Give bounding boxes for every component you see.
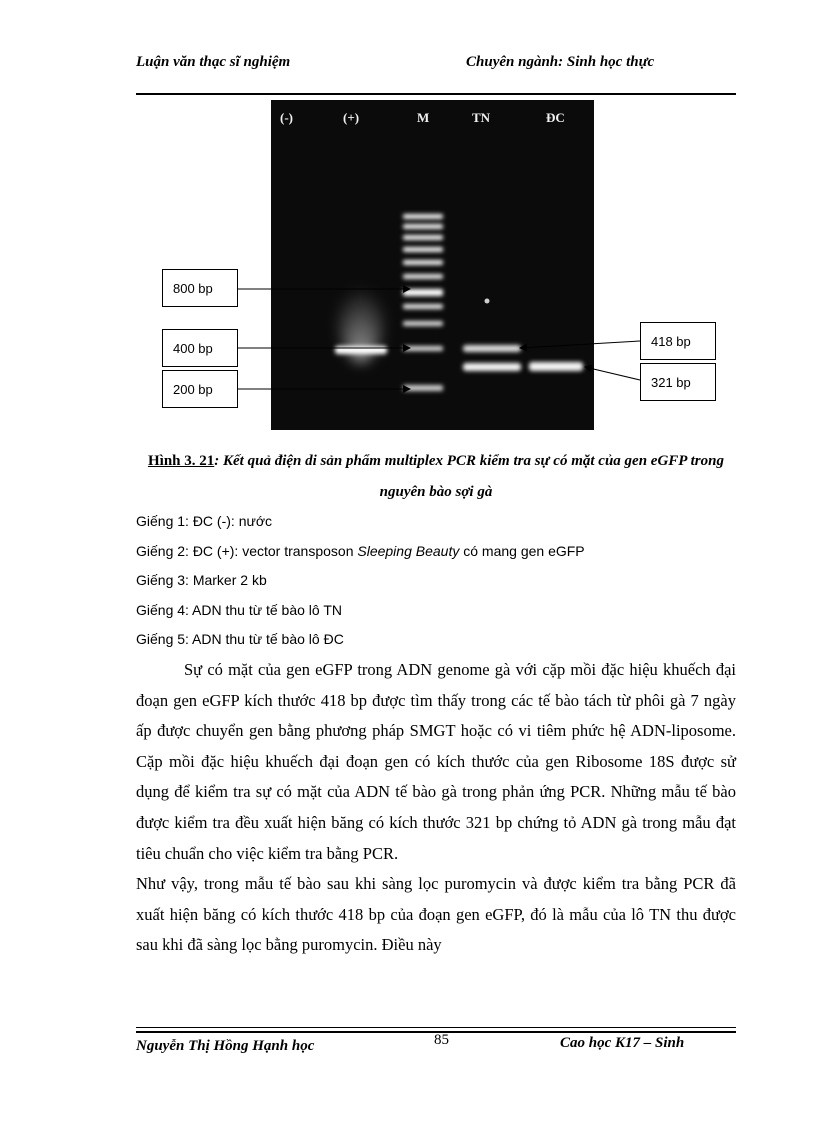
header-left: Luận văn thạc sĩ nghiệm (136, 54, 291, 70)
lane-item (136, 540, 736, 570)
page-number: 85 (434, 1032, 449, 1048)
figure-number: Hình 3. 21 (147, 453, 215, 469)
lane-item: Giếng 5: ADN thu từ tế bào lô ĐC (136, 631, 344, 647)
header-right: Chuyên ngành: Sinh học thực (466, 54, 655, 70)
size-label-418bp: 418 bp (640, 322, 716, 360)
body-text (136, 655, 736, 961)
figure-caption (136, 446, 736, 508)
size-label-800bp: 800 bp (162, 269, 238, 307)
lane-item-text: Giếng 2: ĐC (+): vector transposon (136, 542, 358, 559)
lane-item: Giếng 3: Marker 2 kb (136, 572, 267, 588)
size-label-200bp: 200 bp (162, 370, 238, 408)
gel-electrophoresis-image (271, 100, 594, 430)
footer-right: Cao học K17 – Sinh (560, 1035, 685, 1051)
lane-label-positive: (+) (343, 110, 360, 125)
footer-author: Nguyễn Thị Hồng Hạnh học (136, 1038, 315, 1054)
caption-text: Kết quả điện di sản phẩm multiplex PCR kiểm tra sự có mặt của gen eGFP trong nguyên bào sợi gà (223, 453, 724, 500)
caption-separator: : (214, 453, 220, 469)
header-rule (136, 93, 736, 95)
footer-rule (136, 1027, 736, 1028)
size-label-321bp: 321 bp (640, 363, 716, 401)
lane-item-italic: Sleeping Beauty (357, 542, 460, 559)
lane-label-tn: TN (472, 110, 491, 125)
lane-label-marker: M (417, 110, 430, 125)
paragraph: Sự có mặt của gen eGFP trong ADN genome gà với cặp mồi đặc hiệu khuếch đại đoạn gen eGFP kích thước 418 bp được tìm thấy trong các tế bào tách từ phôi gà 7 ngày ấp được chuyển gen bằng phương pháp SMGT hoặc có vi tiêm phức hệ ADN-liposome. Cặp mồi đặc hiệu khuếch đại đoạn gen có kích thước của gen Ribosome 18S được sử dụng để kiểm tra sự có mặt của ADN tế bào gà trong phản ứng PCR. Những mẫu tế bào được kiểm tra đều xuất hiện băng có kích thước 321 bp chứng tỏ ADN gà trong mẫu đạt tiêu chuẩn cho việc kiểm tra bằng PCR. (136, 660, 736, 863)
lane-item-text-after: có mang gen eGFP (459, 542, 585, 559)
lane-label-dc: ĐC (546, 110, 565, 125)
gel-bands (271, 100, 594, 430)
lane-item: Giếng 4: ADN thu từ tế bào lô TN (136, 601, 343, 618)
lane-legend (136, 510, 736, 658)
lane-item: Giếng 1: ĐC (-): nước (136, 513, 273, 529)
paragraph: Như vậy, trong mẫu tế bào sau khi sàng lọc puromycin và được kiểm tra bằng PCR đã xuất hiện băng có kích thước 418 bp của đoạn gen eGFP, đó là mẫu của lô TN thu được sau khi đã sàng lọc bằng puromycin. Điều này (136, 874, 736, 955)
size-label-400bp: 400 bp (162, 329, 238, 367)
lane-label-negative: (-) (280, 110, 293, 125)
